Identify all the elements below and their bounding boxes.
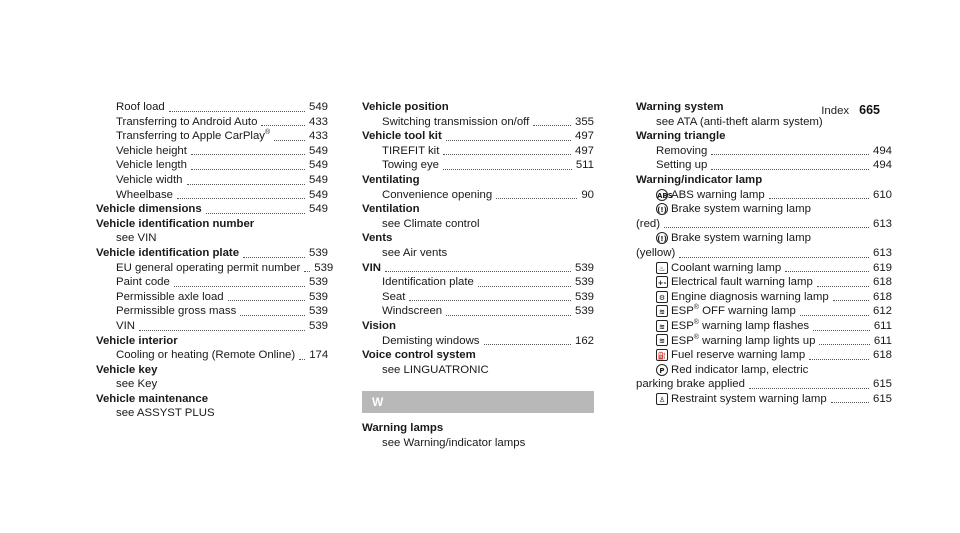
index-entry[interactable] (96, 129, 328, 144)
warning-lamp-icon: ♙ (656, 393, 668, 405)
leader-dots (809, 359, 869, 360)
leader-dots (139, 330, 305, 331)
index-entry-term (382, 246, 447, 261)
leader-dots (443, 154, 571, 155)
index-entry-text: Windscreen (382, 305, 443, 318)
leader-dots (228, 300, 305, 301)
index-entry (96, 231, 328, 246)
index-entry (362, 348, 594, 363)
index-entry-text: Demisting windows (382, 334, 480, 347)
index-entry-text: Ventilation (362, 203, 420, 216)
index-entry (636, 363, 892, 378)
leader-dots (243, 257, 305, 258)
index-entry-term (116, 290, 224, 305)
index-entry (636, 115, 892, 130)
index-entry (96, 392, 328, 407)
index-entry-text: Switching transmission on/off (382, 115, 530, 128)
leader-dots (187, 184, 305, 185)
index-entry[interactable] (96, 261, 334, 276)
registered-mark: ® (265, 129, 271, 137)
index-page-ref[interactable]: 549 (308, 203, 328, 216)
index-entry-term (362, 319, 396, 334)
index-entry-term (656, 392, 827, 407)
index-page-ref[interactable]: 618 (872, 349, 892, 362)
index-entry[interactable] (636, 158, 892, 173)
index-entry-text: Restraint system warning lamp (671, 392, 827, 405)
index-page-ref[interactable]: 162 (574, 334, 594, 347)
index-entry (636, 173, 892, 188)
warning-lamp-icon: ABS (656, 189, 668, 201)
index-entry[interactable] (636, 246, 892, 261)
index-entry (96, 217, 328, 232)
index-entry-text: Red indicator lamp, electric (671, 363, 809, 376)
index-entry-text: (red) (636, 217, 661, 230)
index-entry[interactable] (636, 319, 892, 334)
index-entry-term (656, 275, 813, 290)
index-page-ref[interactable]: 174 (309, 349, 329, 362)
index-entry-term (116, 188, 173, 203)
index-page-ref[interactable]: 355 (574, 115, 594, 128)
index-entry-text: ESP (671, 319, 694, 332)
index-entry[interactable] (636, 290, 892, 305)
index-entry (362, 217, 594, 232)
index-entry-text: see Warning/indicator lamps (382, 436, 526, 449)
index-entry (636, 129, 892, 144)
index-entry-term (656, 144, 707, 159)
index-page-ref[interactable]: 611 (873, 334, 892, 347)
index-entry-text-cont: OFF warning lamp (698, 305, 796, 318)
index-entry[interactable] (362, 144, 594, 159)
index-entry-term (96, 217, 254, 232)
index-entry (362, 173, 594, 188)
leader-dots (191, 154, 305, 155)
index-entry[interactable] (96, 304, 328, 319)
index-entry-text: see VIN (116, 232, 157, 245)
index-entry[interactable] (96, 275, 328, 290)
leader-dots (446, 140, 571, 141)
index-entry-text: see Air vents (382, 246, 448, 259)
index-entry-term (382, 436, 525, 451)
index-entry-text: see ATA (anti-theft alarm system) (656, 115, 823, 128)
index-column-3 (636, 100, 892, 406)
index-page-ref[interactable]: 612 (872, 305, 892, 318)
index-entry (362, 202, 594, 217)
index-entry-term (382, 290, 405, 305)
index-entry-text: Ventilating (362, 173, 420, 186)
index-entry[interactable] (96, 202, 328, 217)
index-entry-text: ABS warning lamp (671, 188, 765, 201)
leader-dots (484, 344, 571, 345)
leader-dots (206, 213, 305, 214)
leader-dots (496, 198, 577, 199)
index-entry-term (656, 363, 808, 378)
index-entry-text: parking brake applied (636, 378, 745, 391)
index-entry-text: see ASSYST PLUS (116, 407, 215, 420)
index-entry-text: Permissible axle load (116, 290, 224, 303)
index-page-ref[interactable]: 539 (574, 305, 594, 318)
index-entry-text: Vehicle key (96, 363, 158, 376)
warning-lamp-icon: (!) (656, 203, 668, 215)
index-entry-term (382, 363, 489, 378)
index-page-ref[interactable]: 611 (873, 319, 892, 332)
warning-lamp-icon: P (656, 364, 668, 376)
leader-dots (169, 111, 305, 112)
leader-dots (711, 154, 869, 155)
index-entry-text: Vehicle maintenance (96, 392, 209, 405)
index-entry[interactable] (636, 348, 892, 363)
index-page-ref[interactable]: 511 (575, 159, 594, 172)
index-entry (96, 334, 328, 349)
index-entry[interactable] (96, 348, 328, 363)
index-entry-text: Vehicle length (116, 159, 187, 172)
index-column-2 (362, 100, 594, 450)
index-entry-text: Voice control system (362, 349, 476, 362)
leader-dots (274, 140, 305, 141)
index-entry (96, 363, 328, 378)
index-page-ref[interactable]: 539 (308, 305, 328, 318)
leader-dots (299, 359, 305, 360)
section-header-w: W (362, 391, 594, 413)
index-entry[interactable] (636, 392, 892, 407)
page-number: 665 (859, 103, 880, 117)
index-entry-text: Vents (362, 232, 393, 245)
leader-dots (240, 315, 305, 316)
index-entry-term (362, 261, 381, 276)
index-entry (636, 100, 892, 115)
index-page-ref[interactable]: 497 (574, 144, 594, 157)
leader-dots (261, 125, 305, 126)
index-entry[interactable] (636, 275, 892, 290)
index-entry-text: Vehicle width (116, 173, 183, 186)
index-page-ref[interactable]: 615 (872, 378, 892, 391)
index-entry-text: Vision (362, 319, 396, 332)
index-entry-text: Vehicle height (116, 144, 187, 157)
index-page-ref[interactable]: 539 (308, 246, 328, 259)
index-column-2-entries (362, 100, 594, 377)
index-entry (362, 100, 594, 115)
index-entry-text: VIN (362, 261, 381, 274)
index-page-ref[interactable]: 539 (574, 261, 594, 274)
warning-lamp-icon: ≋ (656, 320, 668, 332)
index-entry-term (116, 319, 135, 334)
index-page-ref[interactable]: 549 (308, 173, 328, 186)
index-entry-term (116, 158, 187, 173)
index-page-ref[interactable]: 539 (308, 276, 328, 289)
index-entry-term (636, 100, 724, 115)
index-entry-text: Engine diagnosis warning lamp (671, 290, 829, 303)
index-entry-term (382, 217, 480, 232)
index-entry[interactable] (636, 144, 892, 159)
index-column-2-w-entries (362, 421, 594, 450)
leader-dots (478, 286, 571, 287)
registered-mark: ® (693, 319, 699, 327)
index-entry-term (636, 217, 660, 232)
leader-dots (446, 315, 571, 316)
index-entry-term (116, 144, 187, 159)
leader-dots (785, 271, 869, 272)
index-entry[interactable] (636, 377, 892, 392)
index-entry-term (656, 290, 829, 305)
index-entry-term (116, 275, 170, 290)
leader-dots (533, 125, 571, 126)
index-entry[interactable] (96, 188, 328, 203)
leader-dots (800, 315, 869, 316)
index-entry[interactable] (96, 290, 328, 305)
index-entry-term (362, 173, 420, 188)
index-entry-text: VIN (116, 319, 135, 332)
leader-dots (819, 344, 869, 345)
index-entry-term (96, 246, 239, 261)
index-entry-term (382, 188, 492, 203)
index-entry-text: EU general operating permit number (116, 261, 301, 274)
index-entry-text: Identification plate (382, 276, 474, 289)
index-entry-term (116, 231, 157, 246)
index-entry-text-cont: warning lamp flashes (698, 319, 810, 332)
index-page-ref[interactable]: 549 (308, 188, 328, 201)
index-entry-term (656, 188, 765, 203)
index-page-ref[interactable]: 613 (872, 217, 892, 230)
index-entry[interactable] (362, 158, 594, 173)
index-entry (636, 231, 892, 246)
index-entry[interactable] (362, 188, 594, 203)
index-page-ref[interactable]: 618 (872, 290, 892, 303)
index-entry-term (362, 421, 443, 436)
index-entry[interactable] (362, 115, 594, 130)
index-entry-text: Transferring to Android Auto (116, 115, 258, 128)
index-entry-text: TIREFIT kit (382, 144, 440, 157)
index-page-ref[interactable]: 549 (308, 159, 328, 172)
index-entry-text: Seat (382, 290, 406, 303)
index-entry[interactable] (96, 144, 328, 159)
index-entry-text: Vehicle interior (96, 334, 178, 347)
index-entry (362, 231, 594, 246)
leader-dots (711, 169, 869, 170)
index-page-ref[interactable]: 494 (872, 144, 892, 157)
index-entry[interactable] (96, 158, 328, 173)
leader-dots (749, 388, 869, 389)
index-entry-text: Towing eye (382, 159, 439, 172)
index-entry-term (656, 319, 809, 334)
index-entry[interactable] (362, 304, 594, 319)
index-entry-text: see Key (116, 378, 158, 391)
index-entry[interactable] (96, 115, 328, 130)
index-entry-term (116, 129, 270, 144)
index-entry-text: see LINGUATRONIC (382, 363, 489, 376)
index-entry-term (362, 231, 392, 246)
index-entry-term (362, 129, 442, 144)
index-entry-term (96, 334, 178, 349)
index-entry[interactable] (636, 188, 892, 203)
warning-lamp-icon: ≋ (656, 334, 668, 346)
index-entry-term (382, 115, 529, 130)
index-entry-text: Fuel reserve warning lamp (671, 349, 806, 362)
index-entry[interactable] (636, 334, 892, 349)
index-entry-text: Removing (656, 144, 708, 157)
index-entry-term (382, 144, 439, 159)
index-section-label: Index (821, 105, 850, 117)
index-page-ref[interactable]: 433 (308, 130, 328, 143)
index-entry-term (96, 363, 157, 378)
index-entry-text: Brake system warning lamp (671, 203, 811, 216)
index-entry-term (382, 304, 442, 319)
index-entry-term (116, 173, 183, 188)
leader-dots (385, 271, 571, 272)
index-entry-term (656, 304, 796, 319)
index-page-ref[interactable]: 539 (308, 319, 328, 332)
index-entry-text: Vehicle tool kit (362, 130, 442, 143)
index-entry-text: Paint code (116, 276, 170, 289)
index-page-ref[interactable]: 539 (574, 290, 594, 303)
index-entry-term (636, 377, 745, 392)
leader-dots (177, 198, 305, 199)
index-entry-term (636, 129, 725, 144)
index-page-ref[interactable]: 549 (308, 144, 328, 157)
index-entry-text: Vehicle dimensions (96, 203, 202, 216)
index-entry-term (116, 261, 300, 276)
index-page-ref[interactable]: 494 (872, 159, 892, 172)
index-page-ref[interactable]: 497 (574, 130, 594, 143)
index-entry-term (362, 100, 449, 115)
warning-lamp-icon: ⛽ (656, 349, 668, 361)
index-entry-text: Warning/indicator lamp (636, 173, 763, 186)
index-page-ref[interactable]: 539 (314, 261, 334, 274)
index-entry-text: Convenience opening (382, 188, 493, 201)
leader-dots (817, 286, 869, 287)
index-entry-text: Wheelbase (116, 188, 173, 201)
index-entry-text: Roof load (116, 101, 165, 113)
index-entry[interactable] (362, 290, 594, 305)
index-entry-text: Cooling or heating (Remote Online) (116, 349, 296, 362)
index-page-ref[interactable]: 539 (574, 276, 594, 289)
index-entry-text: Permissible gross mass (116, 305, 237, 318)
index-entry-text: Vehicle identification number (96, 217, 255, 230)
leader-dots (191, 169, 305, 170)
index-page-ref[interactable]: 433 (308, 115, 328, 128)
index-entry-text: Setting up (656, 159, 708, 172)
index-entry-text: (yellow) (636, 246, 676, 259)
warning-lamp-icon: (!) (656, 232, 668, 244)
index-entry (362, 319, 594, 334)
index-entry[interactable] (96, 100, 328, 115)
index-entry-text: Vehicle position (362, 101, 449, 113)
index-page-ref[interactable]: 618 (872, 276, 892, 289)
registered-mark: ® (693, 304, 699, 312)
index-entry[interactable] (362, 334, 594, 349)
index-entry-term (116, 304, 236, 319)
index-entry (362, 363, 594, 378)
index-entry-text: ESP (671, 334, 694, 347)
index-entry-text-cont: warning lamp lights up (698, 334, 816, 347)
index-entry-text: Transferring to Apple CarPlay (116, 130, 265, 143)
index-entry (636, 202, 892, 217)
index-entry-term (656, 202, 811, 217)
index-entry[interactable] (96, 173, 328, 188)
warning-lamp-icon: ≋ (656, 305, 668, 317)
leader-dots (409, 300, 571, 301)
leader-dots (664, 227, 869, 228)
index-column-1 (96, 100, 334, 421)
index-entry-term (116, 377, 157, 392)
index-entry-term (636, 173, 762, 188)
leader-dots (813, 330, 870, 331)
index-entry-term (382, 334, 480, 349)
index-entry-term (96, 392, 208, 407)
leader-dots (304, 271, 310, 272)
index-entry (362, 246, 594, 261)
index-entry[interactable] (96, 246, 328, 261)
index-entry[interactable] (96, 319, 328, 334)
index-page-ref[interactable]: 549 (308, 101, 328, 113)
index-entry-text: see Climate control (382, 217, 480, 230)
index-entry-term (116, 100, 165, 115)
index-entry-text: Warning lamps (362, 422, 444, 435)
index-entry-term (116, 115, 257, 130)
index-entry (362, 421, 594, 436)
leader-dots (443, 169, 572, 170)
index-page-ref[interactable]: 90 (581, 188, 594, 201)
index-page-ref[interactable]: 613 (872, 246, 892, 259)
index-page-ref[interactable]: 619 (872, 261, 892, 274)
index-entry[interactable] (636, 304, 892, 319)
index-entry-term (96, 202, 202, 217)
index-entry-term (116, 406, 215, 421)
leader-dots (174, 286, 305, 287)
warning-lamp-icon: ⚙ (656, 291, 668, 303)
index-entry (362, 436, 594, 451)
index-entry-term (382, 158, 439, 173)
index-entry-term (656, 261, 781, 276)
index-page-ref[interactable]: 610 (872, 188, 892, 201)
index-entry-term (362, 202, 420, 217)
index-entry-text: Electrical fault warning lamp (671, 276, 813, 289)
index-entry-text: Coolant warning lamp (671, 261, 782, 274)
leader-dots (831, 402, 869, 403)
index-entry-term (362, 348, 476, 363)
index-entry-term (656, 231, 811, 246)
index-entry-text: Brake system warning lamp (671, 232, 811, 245)
leader-dots (679, 257, 869, 258)
index-entry[interactable] (636, 261, 892, 276)
index-entry-text: Warning triangle (636, 130, 726, 143)
index-entry-term (636, 246, 675, 261)
leader-dots (833, 300, 869, 301)
index-entry[interactable] (362, 261, 594, 276)
index-entry-term (656, 348, 805, 363)
index-entry[interactable] (362, 275, 594, 290)
index-entry-text: Warning system (636, 101, 724, 113)
index-entry[interactable] (362, 129, 594, 144)
index-entry-term (116, 348, 295, 363)
index-entry-term (382, 275, 474, 290)
index-entry-term (656, 158, 707, 173)
index-entry-text: Vehicle identification plate (96, 246, 240, 259)
index-page-ref[interactable]: 539 (308, 290, 328, 303)
index-entry (96, 377, 328, 392)
index-entry[interactable] (636, 217, 892, 232)
index-entry-term (656, 334, 815, 349)
registered-mark: ® (693, 333, 699, 341)
warning-lamp-icon: ♨ (656, 262, 668, 274)
index-entry-text: ESP (671, 305, 694, 318)
index-page-ref[interactable]: 615 (872, 392, 892, 405)
warning-lamp-icon: +- (656, 276, 668, 288)
leader-dots (769, 198, 869, 199)
index-entry-term (656, 115, 823, 130)
index-entry (96, 406, 328, 421)
